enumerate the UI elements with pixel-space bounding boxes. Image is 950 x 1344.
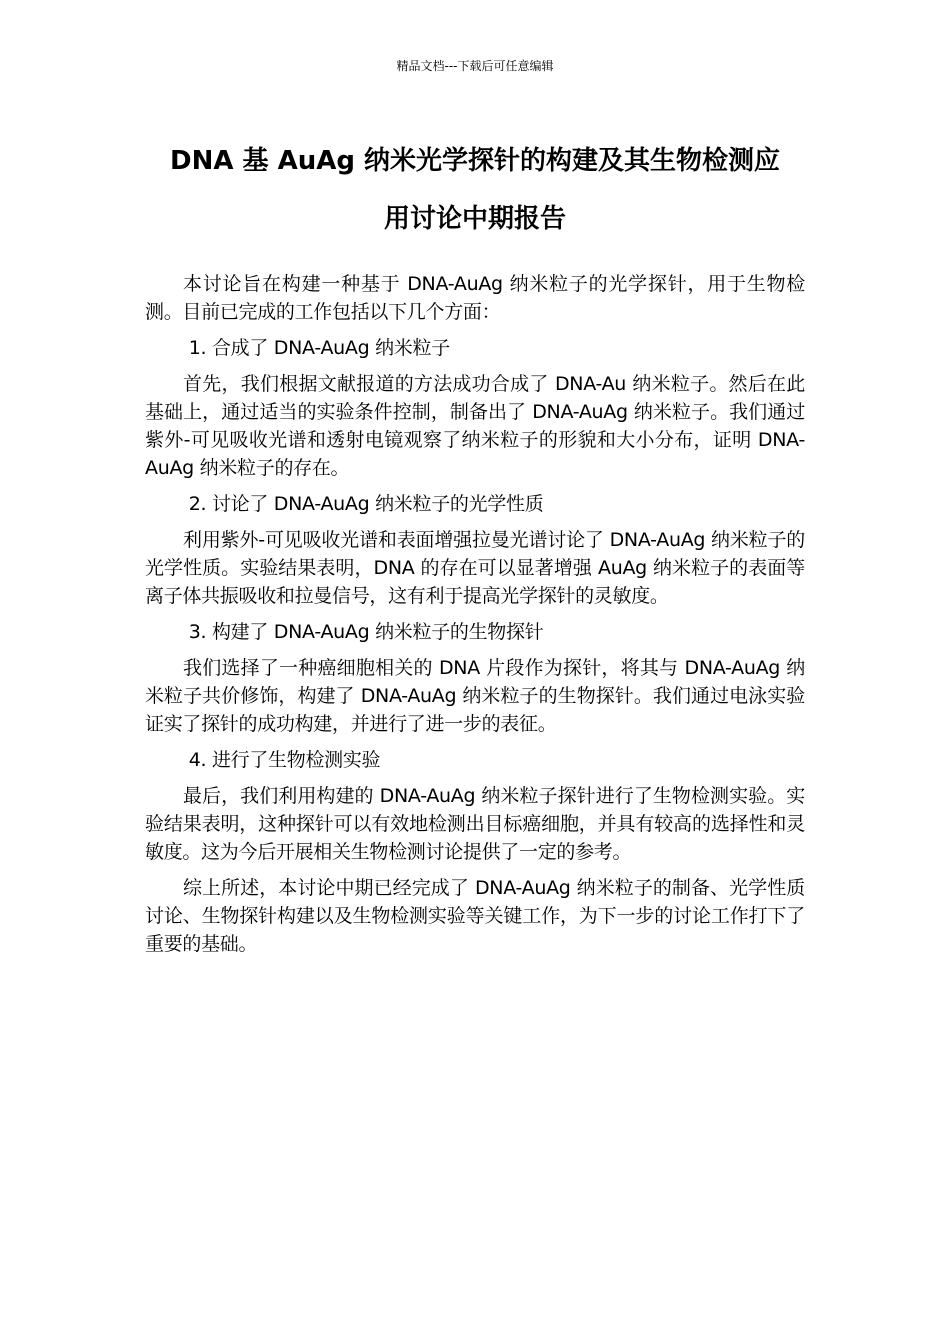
document-title [130,132,820,248]
section-body-4: 最后，我们利用构建的 DNA-AuAg 纳米粒子探针进行了生物检测实验。实验结果表明，这种探针可以有效地检测出目标癌细胞，并具有较高的选择性和灵敏度。这为今后开展相关生物检测讨论提供了一定的参考。 [145,785,805,863]
intro-paragraph: 本讨论旨在构建一种基于 DNA-AuAg 纳米粒子的光学探针，用于生物检测。目前已完成的工作包括以下几个方面： [145,273,805,323]
document-title-line-2: 用讨论中期报告 [383,204,566,234]
section-body-2: 利用紫外-可见吸收光谱和表面增强拉曼光谱讨论了 DNA-AuAg 纳米粒子的光学性质。实验结果表明，DNA 的存在可以显著增强 AuAg 纳米粒子的表面等离子体共振吸收和拉曼信号，这有利于提高光学探针的灵敏度。 [145,529,805,607]
document-body [145,270,805,966]
section-heading-2: 2. 讨论了 DNA-AuAg 纳米粒子的光学性质 [188,493,544,515]
section-body-1: 首先，我们根据文献报道的方法成功合成了 DNA-Au 纳米粒子。然后在此基础上，通过适当的实验条件控制，制备出了 DNA-AuAg 纳米粒子。我们通过紫外-可见吸收光谱和透射电镜观察了纳米粒子的形貌和大小分布，证明 DNA-AuAg 纳米粒子的存在。 [145,373,805,479]
header-note: 精品文档---下载后可任意编辑 [396,59,554,73]
section-heading-3: 3. 构建了 DNA-AuAg 纳米粒子的生物探针 [188,621,544,643]
section-heading-4: 4. 进行了生物检测实验 [188,749,381,771]
section-body-3: 我们选择了一种癌细胞相关的 DNA 片段作为探针，将其与 DNA-AuAg 纳米粒子共价修饰，构建了 DNA-AuAg 纳米粒子的生物探针。我们通过电泳实验证实了探针的成功构建，并进行了进一步的表征。 [145,657,805,735]
document-title-line-1: DNA 基 AuAg 纳米光学探针的构建及其生物检测应 [170,146,780,176]
conclusion-paragraph: 综上所述，本讨论中期已经完成了 DNA-AuAg 纳米粒子的制备、光学性质讨论、生物探针构建以及生物检测实验等关键工作，为下一步的讨论工作打下了重要的基础。 [145,877,805,955]
section-heading-1: 1. 合成了 DNA-AuAg 纳米粒子 [188,337,450,359]
